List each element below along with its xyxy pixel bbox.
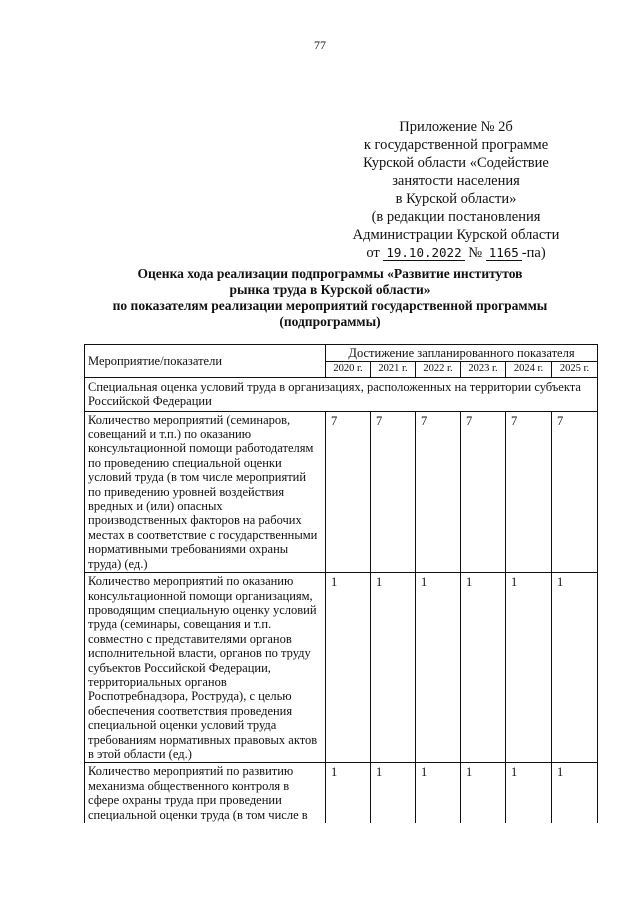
value-cell: 7 [326, 411, 371, 572]
appendix-line: занятости населения [392, 173, 520, 189]
value-cell: 1 [326, 573, 371, 763]
section-title: Специальная оценка условий труда в организациях, расположенных на территории субъекта Российской Федерации [85, 377, 598, 411]
value-cell: 1 [552, 763, 598, 823]
year-header: 2024 г. [506, 362, 552, 377]
section-row [85, 377, 598, 411]
header-achievement: Достижение запланированного показателя [326, 345, 598, 362]
date-prefix: от [366, 245, 380, 261]
value-cell: 1 [506, 763, 552, 823]
value-cell: 7 [506, 411, 552, 572]
row-label: Количество мероприятий (семинаров, совещаний и т.п.) по оказанию консультационной помощи работодателям по проведению специальной оценки условий труда (в том числе мероприятий по приведению уровней воздействия вредных и (или) опасных производственных факторов на рабочих местах в соответствие с государственными нормативными требованиями охраны труда) (ед.) [85, 411, 326, 572]
appendix-line: к государственной программе [363, 137, 549, 153]
value-cell: 1 [371, 763, 416, 823]
row-label: Количество мероприятий по оказанию консультационной помощи организациям, проводящим специальную оценку условий труда (семинары, совещания и т.п. совместно с представителями органов исполнительной власти, органов по труду субъектов Российской Федерации, территориальных органов Роспотребнадзора, Роструда), с целью обеспечения соответствия проведения специальной оценки условий труда требованиям нормативных правовых актов в этой области (ед.) [85, 573, 326, 763]
resolution-number: 1165 [486, 245, 522, 261]
title-line: (подпрограммы) [279, 314, 381, 329]
value-cell: 1 [326, 763, 371, 823]
appendix-block [336, 118, 576, 262]
year-header: 2022 г. [416, 362, 461, 377]
resolution-date: 19.10.2022 [383, 245, 464, 261]
header-row [85, 345, 598, 362]
value-cell: 1 [371, 573, 416, 763]
value-cell: 7 [461, 411, 506, 572]
title-line: рынка труда в Курской области» [229, 282, 431, 297]
appendix-line: Курской области «Содействие [363, 155, 549, 171]
document-title [80, 266, 580, 330]
value-cell: 7 [552, 411, 598, 572]
title-line: Оценка хода реализации подпрограммы «Развитие институтов [137, 266, 523, 281]
value-cell: 1 [416, 763, 461, 823]
value-cell: 1 [461, 573, 506, 763]
page-number: 77 [314, 38, 326, 52]
value-cell: 7 [416, 411, 461, 572]
appendix-line: (в редакции постановления [371, 209, 541, 225]
value-cell: 1 [461, 763, 506, 823]
table-row [85, 763, 598, 823]
value-cell: 1 [552, 573, 598, 763]
title-line: по показателям реализации мероприятий государственной программы [112, 298, 548, 313]
header-measure: Мероприятие/показатели [85, 345, 326, 378]
year-header: 2021 г. [371, 362, 416, 377]
year-header: 2025 г. [552, 362, 598, 377]
row-label: Количество мероприятий по развитию механизма общественного контроля в сфере охраны труда при проведении специальной оценки труда (в том числе в [85, 763, 326, 823]
appendix-line: Администрации Курской области [352, 227, 560, 243]
value-cell: 1 [506, 573, 552, 763]
indicators-table [84, 344, 598, 823]
number-suffix: -па) [521, 245, 546, 261]
table-row [85, 411, 598, 572]
table-row [85, 573, 598, 763]
value-cell: 7 [371, 411, 416, 572]
number-prefix: № [468, 245, 483, 261]
appendix-line: в Курской области» [395, 191, 517, 207]
year-header: 2023 г. [461, 362, 506, 377]
appendix-date-line [336, 244, 576, 262]
value-cell: 1 [416, 573, 461, 763]
appendix-line: Приложение № 2б [399, 119, 513, 135]
year-header: 2020 г. [326, 362, 371, 377]
